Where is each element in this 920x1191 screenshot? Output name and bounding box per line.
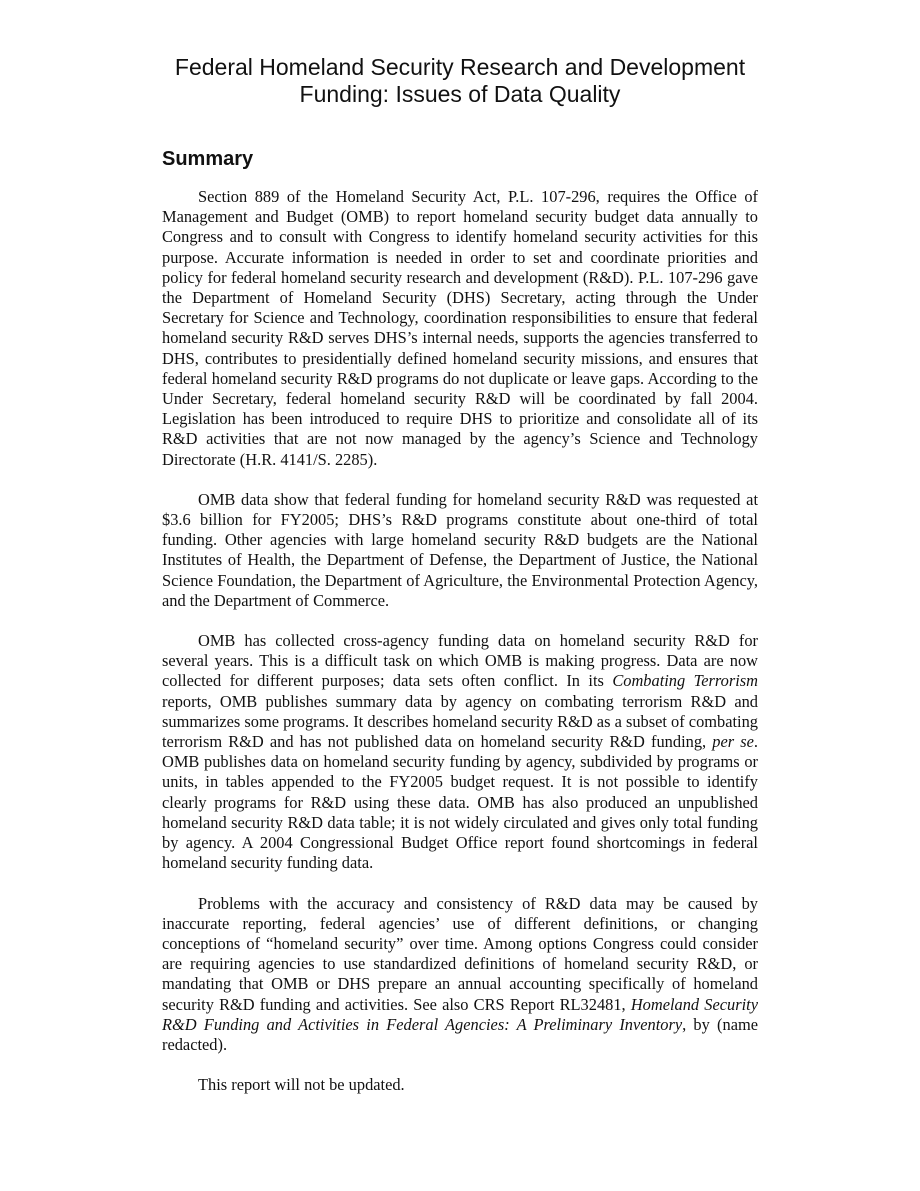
paragraph-3-italic-combating-terrorism: Combating Terrorism [612,671,758,691]
summary-paragraph-3 [162,631,758,873]
summary-paragraph-4 [162,894,758,1056]
summary-paragraph-5: This report will not be updated. [198,1075,405,1095]
title-line-2: Funding: Issues of Data Quality [299,81,621,107]
summary-heading: Summary [162,148,254,170]
paragraph-4-text-b: , by (name redacted). [162,1014,758,1054]
title-line-1: Federal Homeland Security Research and Development [174,54,746,80]
summary-paragraph-2: OMB data show that federal funding for homeland security R&D was requested at $3.6 billion for FY2005; DHS’s R&D programs constitute about one-third of total funding. Other agencies with large homeland security R&D budgets are the National Institutes of Health, the Department of Defense, the Department of Justice, the National Science Foundation, the Department of Agriculture, the Environmental Protection Agency, and the Department of Commerce. [162,489,758,610]
paragraph-3-text-a: OMB has collected cross-agency funding data on homeland security R&D for several years. This is a difficult task on which OMB is making progress. Data are now collected for different purposes; data sets often conflict. In its [162,631,758,691]
paragraph-4-text-a: Problems with the accuracy and consistency of R&D data may be caused by inaccurate reporting, federal agencies’ use of different definitions, or changing conceptions of “homeland security” over time. Among options Congress could consider are requiring agencies to use standardized definitions of homeland security R&D, or mandating that OMB or DHS prepare an annual accounting specifically of homeland security R&D funding and activities. See also CRS Report RL32481, [162,893,758,1014]
paragraph-3-italic-per-se: per se [712,732,754,752]
paragraph-3-text-b: reports, OMB publishes summary data by agency on combating terrorism R&D and summarizes some programs. It describes homeland security R&D as a subset of combating terrorism R&D and has not published data on homeland security R&D funding, [162,691,758,752]
document-title [162,54,758,108]
paragraph-4-italic-report-title: Homeland Security R&D Funding and Activities in Federal Agencies: A Preliminary Inventory [162,994,758,1034]
paragraph-3-text-c: . OMB publishes data on homeland security funding by agency, subdivided by programs or units, in tables appended to the FY2005 budget request. It is not possible to identify clearly programs for R&D using these data. OMB has also produced an unpublished homeland security R&D data table; it is not widely circulated and gives only total funding by agency. A 2004 Congressional Budget Office report found shortcomings in federal homeland security funding data. [162,732,758,873]
summary-paragraph-1: Section 889 of the Homeland Security Act, P.L. 107-296, requires the Office of Management and Budget (OMB) to report homeland security budget data annually to Congress and to consult with Congress to identify homeland security activities for this purpose. Accurate information is needed in order to set and coordinate priorities and policy for federal homeland security research and development (R&D). P.L. 107-296 gave the Department of Homeland Security (DHS) Secretary, acting through the Under Secretary for Science and Technology, coordination responsibilities to ensure that federal homeland security R&D serves DHS’s internal needs, supports the agencies transferred to DHS, contributes to presidentially defined homeland security missions, and ensures that federal homeland security R&D programs do not duplicate or leave gaps. According to the Under Secretary, federal homeland security R&D will be coordinated by fall 2004. Legislation has been introduced to require DHS to prioritize and consolidate all of its R&D activities that are not now managed by the agency’s Science and Technology Directorate (H.R. 4141/S. 2285). [162,187,758,469]
document-page [162,54,758,1115]
